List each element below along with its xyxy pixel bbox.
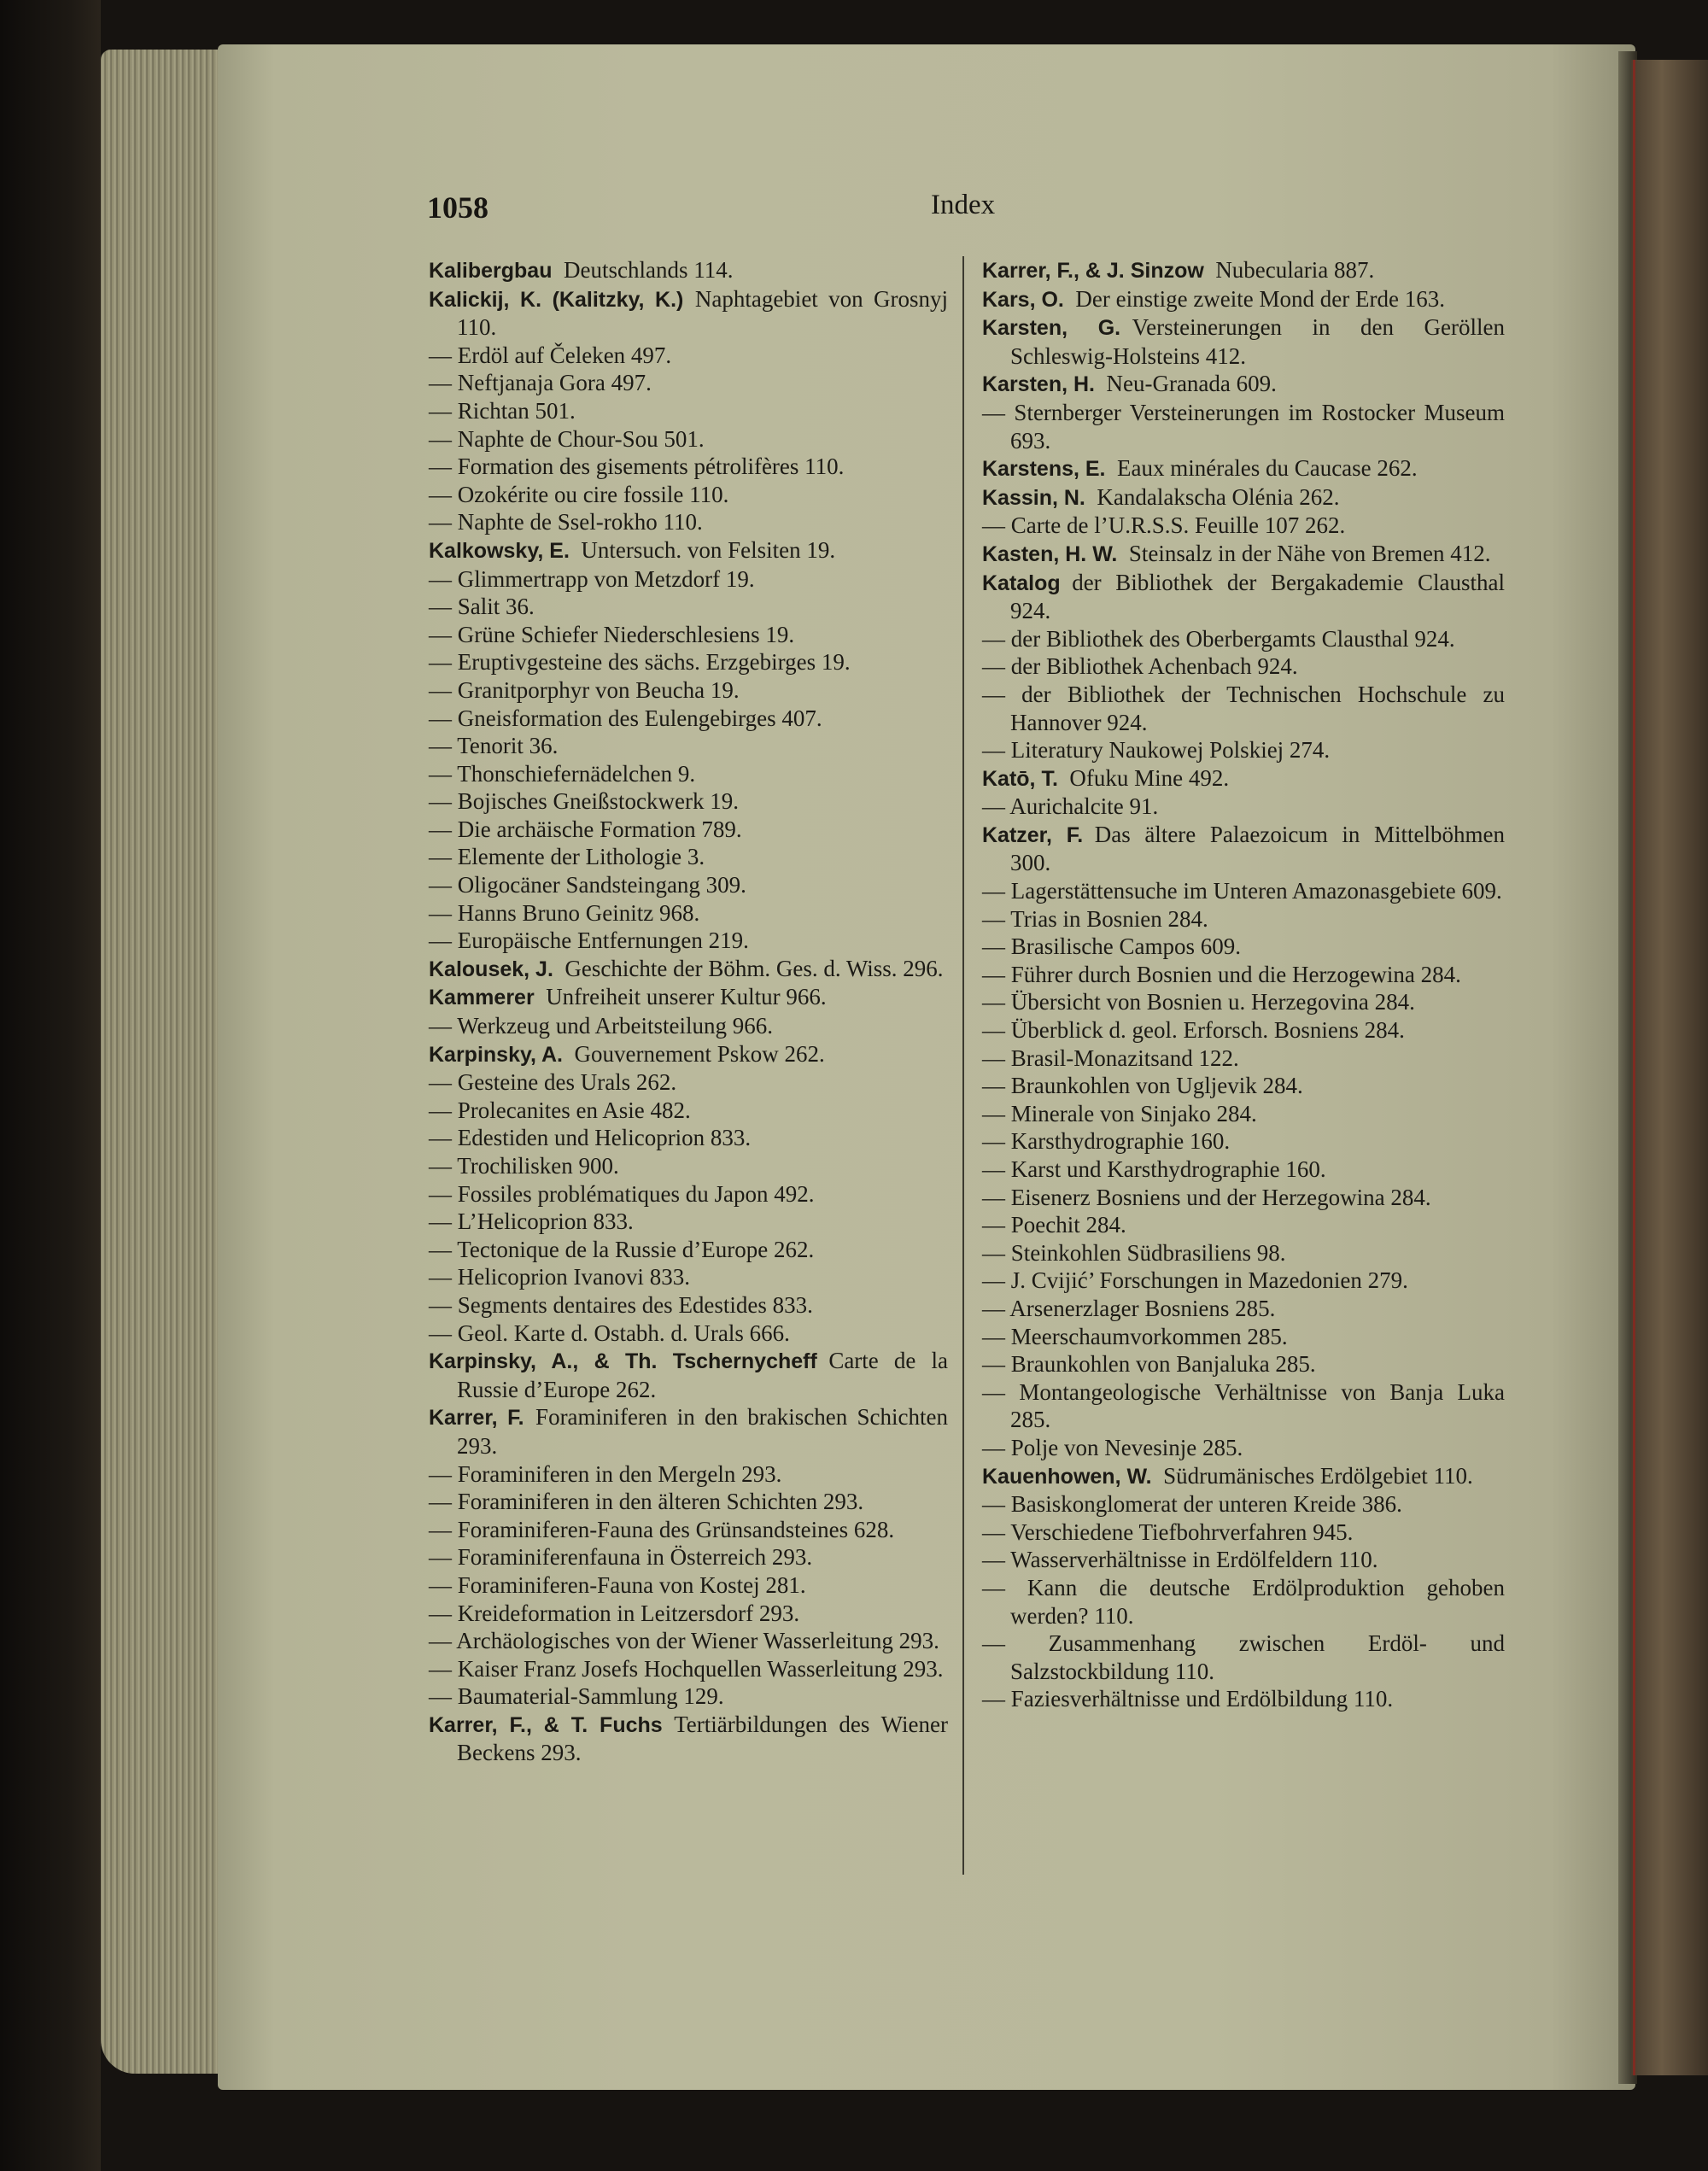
index-entry (982, 540, 1505, 569)
entry-text: Steinsalz in der Nähe von Bremen 412. (1128, 540, 1491, 566)
index-subentry (982, 1100, 1505, 1128)
entry-text: — Europäische Entfernungen 219. (429, 928, 749, 954)
index-entry (429, 256, 948, 285)
page-edges (101, 50, 222, 2074)
index-subentry (429, 732, 948, 760)
index-subentry (429, 397, 948, 425)
entry-author: Kars, O. (982, 287, 1064, 312)
entry-text: — Helicoprion Ivanovi 833. (429, 1264, 690, 1290)
index-subentry (982, 625, 1505, 653)
index-entry (982, 370, 1505, 399)
index-subentry (982, 877, 1505, 905)
index-subentry (982, 1546, 1505, 1574)
entry-text: — L’Helicoprion 833. (429, 1208, 634, 1235)
index-entry (429, 1403, 948, 1460)
index-subentry (429, 1320, 948, 1348)
entry-author: Kalkowsky, E. (429, 538, 570, 563)
entry-text: — Brasilische Campos 609. (982, 933, 1241, 960)
index-subentry (429, 927, 948, 955)
index-subentry (982, 681, 1505, 736)
index-subentry (429, 1208, 948, 1236)
entry-text: Naphtagebiet von Grosnyj 110. (457, 285, 948, 341)
entry-author: Katalog (982, 571, 1061, 595)
index-subentry (429, 899, 948, 928)
index-subentry (429, 1263, 948, 1291)
index-subentry (429, 508, 948, 536)
index-subentry (429, 1097, 948, 1125)
entry-text: — Thonschiefernädelchen 9. (429, 760, 696, 787)
index-subentry (429, 1152, 948, 1180)
entry-text: — Foraminiferen in den älteren Schichten 293. (429, 1489, 864, 1515)
index-subentry (982, 1519, 1505, 1547)
index-subentry (982, 399, 1505, 454)
index-entry (429, 983, 948, 1012)
entry-text: Neu-Granada 609. (1106, 371, 1277, 397)
entry-author: Karrer, F., & T. Fuchs (429, 1712, 663, 1737)
entry-text: Südrumänisches Erdölgebiet 110. (1163, 1462, 1473, 1489)
entry-text: — Trochilisken 900. (429, 1153, 619, 1179)
index-subentry (982, 1045, 1505, 1073)
index-subentry (982, 652, 1505, 681)
entry-text: — Polje von Nevesinje 285. (982, 1434, 1243, 1460)
entry-text: — Überblick d. geol. Erforsch. Bosniens 284. (982, 1017, 1405, 1044)
entry-text: — Trias in Bosnien 284. (982, 905, 1208, 932)
entry-author: Katzer, F. (982, 822, 1084, 847)
entry-text: Nubecularia 887. (1215, 257, 1375, 283)
index-subentry (429, 648, 948, 676)
entry-text: — J. Cvijić’ Forschungen in Mazedonien 279. (982, 1267, 1408, 1294)
index-subentry (982, 1267, 1505, 1295)
entry-author: Kauenhowen, W. (982, 1464, 1152, 1489)
entry-text: — Braunkohlen von Ugljevik 284. (982, 1073, 1303, 1099)
index-entry (429, 955, 948, 984)
index-subentry (429, 1488, 948, 1516)
entry-author: Karrer, F. (429, 1406, 524, 1431)
index-entry (982, 1462, 1505, 1491)
entry-text: — Foraminiferen-Fauna von Kostej 281. (429, 1571, 806, 1598)
facing-page-edge (1631, 60, 1708, 2075)
index-entry (982, 256, 1505, 285)
entry-text: — Archäologisches von der Wiener Wasserleitung 293. (429, 1628, 939, 1654)
index-subentry (982, 1378, 1505, 1434)
entry-author: Kalousek, J. (429, 957, 553, 981)
index-subentry (429, 621, 948, 649)
index-subentry (982, 1350, 1505, 1378)
entry-text: — Poechit 284. (982, 1212, 1126, 1238)
entry-text: der Bibliothek der Bergakademie Clausthal 924. (1010, 569, 1505, 624)
index-subentry (982, 961, 1505, 989)
index-subentry (982, 1490, 1505, 1519)
index-subentry (429, 1600, 948, 1628)
index-subentry (429, 425, 948, 454)
column-divider (962, 256, 964, 1875)
index-subentry (429, 676, 948, 705)
index-subentry (982, 1685, 1505, 1713)
entry-text: Untersuch. von Felsiten 19. (581, 536, 836, 563)
page-number: 1058 (427, 190, 488, 225)
index-subentry (429, 1180, 948, 1208)
entry-text: — Kreideformation in Leitzersdorf 293. (429, 1600, 800, 1626)
entry-text: — Eisenerz Bosniens und der Herzegowina 284. (982, 1184, 1431, 1210)
entry-text: Kandalakscha Olénia 262. (1097, 483, 1340, 510)
entry-author: Karsten, H. (982, 372, 1095, 397)
entry-author: Karstens, E. (982, 457, 1106, 482)
index-subentry (982, 1630, 1505, 1685)
index-entry (982, 569, 1505, 625)
index-subentry (982, 512, 1505, 540)
index-entry (429, 536, 948, 565)
index-subentry (429, 1627, 948, 1655)
entry-text: — Sternberger Versteinerungen im Rostocker Museum 693. (982, 399, 1505, 454)
index-subentry (429, 481, 948, 509)
entry-text: — Fossiles problématiques du Japon 492. (429, 1180, 815, 1207)
entry-text: — Neftjanaja Gora 497. (429, 370, 652, 396)
index-subentry (429, 787, 948, 816)
entry-text: — Formation des gisements pétrolifères 110. (429, 454, 845, 480)
entry-text: — Basiskonglomerat der unteren Kreide 386. (982, 1491, 1402, 1518)
entry-text: — Salit 36. (429, 594, 535, 620)
index-subentry (982, 1323, 1505, 1351)
index-subentry (982, 793, 1505, 821)
index-subentry (982, 988, 1505, 1016)
dark-background (0, 0, 101, 2171)
index-subentry (429, 1460, 948, 1489)
entry-text: Deutschlands 114. (563, 257, 734, 283)
index-entry (982, 313, 1505, 370)
entry-text: — Carte de l’U.R.S.S. Feuille 107 262. (982, 512, 1346, 539)
entry-author: Karrer, F., & J. Sinzow (982, 259, 1204, 283)
entry-text: — Foraminiferen in den Mergeln 293. (429, 1460, 782, 1487)
index-subentry (429, 565, 948, 594)
entry-text: — der Bibliothek der Technischen Hochschule zu Hannover 924. (982, 681, 1505, 735)
entry-text: — Steinkohlen Südbrasiliens 98. (982, 1239, 1286, 1266)
entry-text: Tertiärbildungen des Wiener Beckens 293. (457, 1711, 948, 1766)
entry-text: — Montangeologische Verhältnisse von Banja Luka 285. (982, 1378, 1505, 1433)
entry-text: — Lagerstättensuche im Unteren Amazonasgebiete 609. (982, 878, 1502, 904)
index-subentry (429, 342, 948, 370)
index-subentry (982, 1127, 1505, 1156)
entry-text: — Ozokérite ou cire fossile 110. (429, 481, 729, 507)
index-subentry (429, 1516, 948, 1544)
entry-text: — Granitporphyr von Beucha 19. (429, 676, 740, 703)
entry-text: Ofuku Mine 492. (1069, 764, 1230, 791)
index-entry (429, 1711, 948, 1767)
index-entry (982, 821, 1505, 877)
index-subentry (982, 1239, 1505, 1267)
entry-text: — Faziesverhältnisse und Erdölbildung 110. (982, 1686, 1394, 1712)
entry-text: — Verschiedene Tiefbohrverfahren 945. (982, 1519, 1354, 1545)
index-subentry (429, 705, 948, 733)
index-subentry (429, 1236, 948, 1264)
entry-text: — Baumaterial-Sammlung 129. (429, 1683, 724, 1710)
entry-text: — Braunkohlen von Banjaluka 285. (982, 1351, 1316, 1378)
red-margin-line (1633, 60, 1635, 2075)
entry-text: — Erdöl auf Čeleken 497. (429, 342, 672, 368)
index-subentry (429, 843, 948, 871)
entry-text: Unfreiheit unserer Kultur 966. (546, 984, 827, 1010)
entry-text: — Arsenerzlager Bosniens 285. (982, 1295, 1276, 1321)
running-title: Index (931, 190, 996, 220)
index-entry (982, 285, 1505, 314)
index-entry (982, 454, 1505, 483)
entry-text: Der einstige zweite Mond der Erde 163. (1075, 285, 1445, 312)
entry-author: Kassin, N. (982, 485, 1085, 510)
index-subentry (429, 871, 948, 899)
entry-text: — Übersicht von Bosnien u. Herzegovina 284. (982, 989, 1415, 1015)
index-subentry (982, 1072, 1505, 1100)
entry-text: — Tenorit 36. (429, 733, 559, 759)
entry-text: — Naphte de Ssel-rokho 110. (429, 509, 703, 535)
entry-text: — Kann die deutsche Erdölproduktion gehoben werden? 110. (982, 1574, 1505, 1629)
entry-text: — Wasserverhältnisse in Erdölfeldern 110. (982, 1547, 1378, 1573)
entry-text: Gouvernement Pskow 262. (574, 1040, 825, 1067)
index-subentry (429, 1571, 948, 1600)
index-subentry (429, 1682, 948, 1711)
index-subentry (429, 1068, 948, 1097)
entry-text: — Foraminiferenfauna in Österreich 293. (429, 1544, 813, 1571)
entry-text: — Naphte de Chour-Sou 501. (429, 425, 705, 452)
entry-text: Foraminiferen in den brakischen Schichten 293. (457, 1404, 949, 1459)
entry-text: Das ältere Palaezoicum in Mittelböhmen 300. (1010, 821, 1506, 876)
index-entry (982, 764, 1505, 793)
index-subentry (429, 1124, 948, 1152)
entry-author: Karpinsky, A. (429, 1042, 563, 1067)
entry-author: Karsten, G. (982, 316, 1121, 341)
entry-text: — Eruptivgesteine des sächs. Erzgebirges 19. (429, 649, 851, 676)
entry-text: — Bojisches Gneißstockwerk 19. (429, 788, 739, 815)
entry-text: — Gneisformation des Eulengebirges 407. (429, 705, 822, 731)
index-subentry (429, 760, 948, 788)
entry-text: — Gesteine des Urals 262. (429, 1069, 677, 1096)
index-subentry (982, 1574, 1505, 1630)
entry-text: — Prolecanites en Asie 482. (429, 1097, 691, 1123)
index-subentry (429, 1655, 948, 1683)
index-subentry (982, 1211, 1505, 1239)
index-subentry (982, 1184, 1505, 1212)
entry-text: — Brasil-Monazitsand 122. (982, 1045, 1239, 1071)
entry-author: Kammerer (429, 986, 535, 1010)
entry-text: — Zusammenhang zwischen Erdöl- und Salzstockbildung 110. (982, 1630, 1505, 1684)
entry-text: — Meerschaumvorkommen 285. (982, 1323, 1288, 1349)
entry-text: Carte de la Russie d’Europe 262. (457, 1348, 948, 1402)
index-subentry (429, 816, 948, 844)
entry-text: — Oligocäner Sandsteingang 309. (429, 872, 746, 898)
index-subentry (429, 1543, 948, 1571)
entry-text: — Karst und Karsthydrographie 160. (982, 1156, 1326, 1182)
index-subentry (429, 1012, 948, 1040)
entry-text: Versteinerungen in den Geröllen Schleswig-Holsteins 412. (1010, 314, 1505, 369)
index-subentry (982, 1295, 1505, 1323)
index-column-right (982, 256, 1505, 1713)
entry-text: — Segments dentaires des Edestides 833. (429, 1291, 813, 1318)
index-subentry (982, 1156, 1505, 1184)
entry-text: — Führer durch Bosnien und die Herzogewina 284. (982, 961, 1461, 987)
entry-text: — Die archäische Formation 789. (429, 816, 742, 842)
index-subentry (982, 905, 1505, 933)
entry-text: — der Bibliothek des Oberbergamts Clausthal 924. (982, 625, 1455, 652)
index-subentry (429, 369, 948, 397)
index-subentry (429, 593, 948, 621)
index-entry (429, 285, 948, 342)
entry-author: Kalibergbau (429, 259, 553, 283)
entry-text: — Edestiden und Helicoprion 833. (429, 1125, 752, 1151)
entry-text: — Geol. Karte d. Ostabh. d. Urals 666. (429, 1320, 790, 1346)
entry-text: Geschichte der Böhm. Ges. d. Wiss. 296. (564, 955, 944, 981)
index-subentry (982, 933, 1505, 961)
index-entry (429, 1347, 948, 1403)
entry-text: — Tectonique de la Russie d’Europe 262. (429, 1236, 815, 1262)
entry-text: Eaux minérales du Caucase 262. (1117, 455, 1418, 482)
index-entry (429, 1040, 948, 1069)
index-subentry (982, 1016, 1505, 1045)
index-subentry (429, 1291, 948, 1320)
entry-author: Katō, T. (982, 766, 1058, 791)
entry-text: — Kaiser Franz Josefs Hochquellen Wasserleitung 293. (429, 1655, 944, 1682)
index-subentry (429, 453, 948, 481)
entry-text: — Aurichalcite 91. (982, 793, 1159, 820)
entry-text: — Glimmertrapp von Metzdorf 19. (429, 565, 755, 592)
entry-text: — der Bibliothek Achenbach 924. (982, 653, 1298, 680)
entry-author: Karpinsky, A., & Th. Tschernycheff (429, 1349, 817, 1374)
index-entry (982, 483, 1505, 512)
entry-text: — Karsthydrographie 160. (982, 1128, 1231, 1155)
index-subentry (982, 736, 1505, 764)
entry-text: — Hanns Bruno Geinitz 968. (429, 899, 700, 926)
entry-text: — Literatury Naukowej Polskiej 274. (982, 737, 1331, 764)
entry-text: — Elemente der Lithologie 3. (429, 844, 705, 870)
index-column-left (429, 256, 948, 1767)
entry-text: — Werkzeug und Arbeitsteilung 966. (429, 1013, 774, 1039)
entry-text: — Grüne Schiefer Niederschlesiens 19. (429, 621, 795, 647)
entry-author: Kasten, H. W. (982, 541, 1118, 566)
entry-text: — Richtan 501. (429, 397, 576, 424)
entry-author: Kalickij, K. (Kalitzky, K.) (429, 287, 684, 312)
index-subentry (982, 1434, 1505, 1462)
entry-text: — Foraminiferen-Fauna des Grünsandsteines 628. (429, 1516, 895, 1542)
entry-text: — Minerale von Sinjako 284. (982, 1100, 1257, 1126)
